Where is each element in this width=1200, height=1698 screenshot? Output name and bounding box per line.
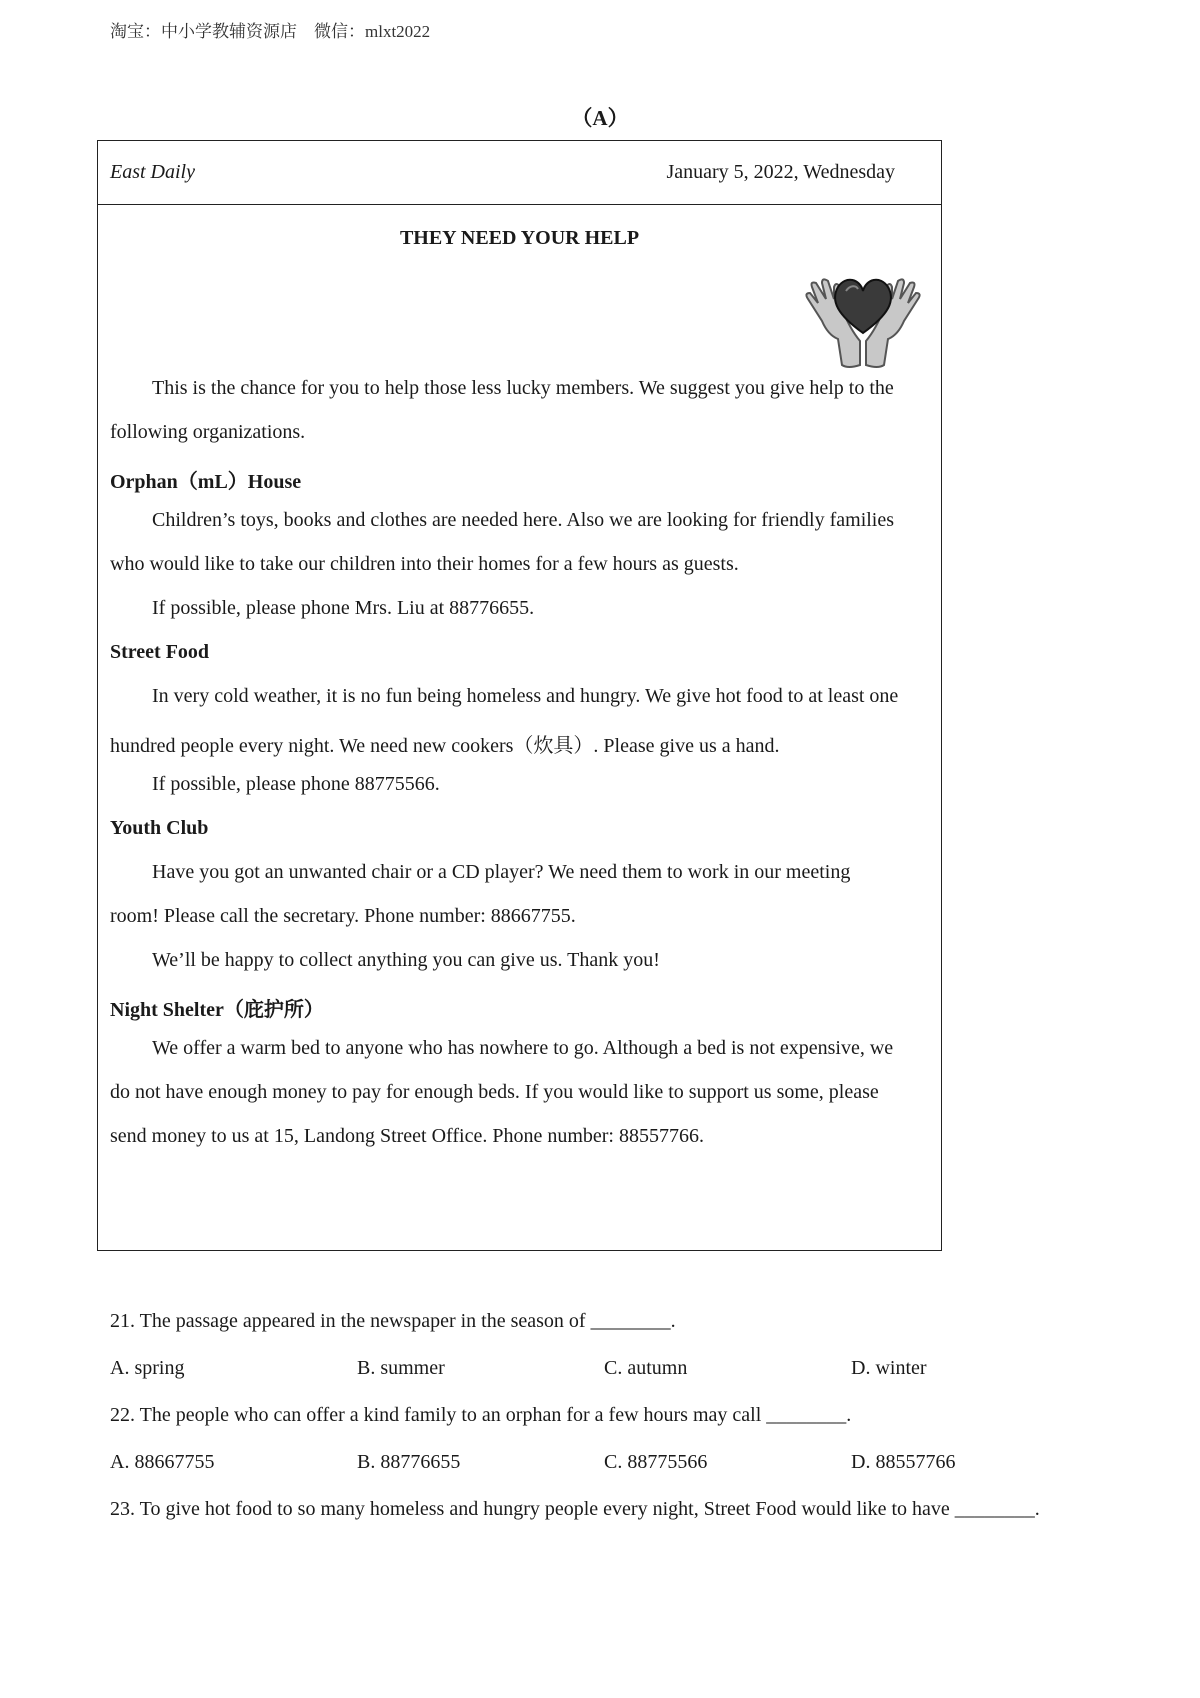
night-shelter-line-3: send money to us at 15, Landong Street Office. Phone number: 88557766. — [110, 1125, 704, 1147]
question-23: 23. To give hot food to so many homeless and hungry people every night, Street Food would like to have ________. — [110, 1498, 1040, 1520]
question-21-option-a: A. spring — [110, 1357, 185, 1379]
question-21-option-b: B. summer — [357, 1357, 445, 1379]
newspaper-date: January 5, 2022, Wednesday — [666, 161, 895, 183]
street-food-line-1: In very cold weather, it is no fun being homeless and hungry. We give hot food to at least one — [152, 685, 899, 707]
heart-in-hands-icon — [798, 269, 928, 385]
street-food-line-3: If possible, please phone 88775566. — [152, 773, 440, 795]
youth-club-line-3: We’ll be happy to collect anything you can give us. Thank you! — [152, 949, 660, 971]
question-21: 21. The passage appeared in the newspaper in the season of ________. — [110, 1310, 676, 1332]
orphan-line-3: If possible, please phone Mrs. Liu at 88776655. — [152, 597, 535, 619]
orphan-line-2: who would like to take our children into their homes for a few hours as guests. — [110, 553, 739, 575]
question-22-option-d: D. 88557766 — [851, 1451, 956, 1473]
night-shelter-line-1: We offer a warm bed to anyone who has nowhere to go. Although a bed is not expensive, we — [152, 1037, 894, 1059]
question-22-option-b: B. 88776655 — [357, 1451, 461, 1473]
newspaper-name: East Daily — [110, 161, 195, 183]
heading-night-shelter: Night Shelter（庇护所） — [110, 999, 324, 1021]
street-food-line-2: hundred people every night. We need new cookers（炊具）. Please give us a hand. — [110, 735, 780, 757]
heading-street-food: Street Food — [110, 641, 210, 663]
night-shelter-line-2: do not have enough money to pay for enough beds. If you would like to support us some, please — [110, 1081, 879, 1103]
section-label: （A） — [571, 106, 629, 130]
orphan-line-1: Children’s toys, books and clothes are needed here. Also we are looking for friendly families — [152, 509, 895, 531]
intro-line-1: This is the chance for you to help those less lucky members. We suggest you give help to the — [152, 377, 894, 399]
heading-youth-club: Youth Club — [110, 817, 209, 839]
question-21-option-d: D. winter — [851, 1357, 927, 1379]
intro-line-2: following organizations. — [110, 421, 306, 443]
question-22-option-a: A. 88667755 — [110, 1451, 215, 1473]
newspaper-panel — [97, 140, 942, 1251]
article-headline: THEY NEED YOUR HELP — [399, 227, 640, 249]
youth-club-line-1: Have you got an unwanted chair or a CD player? We need them to work in our meeting — [152, 861, 851, 883]
watermark-text: 淘宝：中小学教辅资源店 微信：mlxt2022 — [110, 22, 431, 41]
question-21-option-c: C. autumn — [604, 1357, 688, 1379]
youth-club-line-2: room! Please call the secretary. Phone number: 88667755. — [110, 905, 576, 927]
newspaper-header — [98, 141, 941, 205]
question-22-option-c: C. 88775566 — [604, 1451, 708, 1473]
question-22: 22. The people who can offer a kind family to an orphan for a few hours may call ________. — [110, 1404, 852, 1426]
heading-orphan-house: Orphan（mL）House — [110, 471, 302, 493]
